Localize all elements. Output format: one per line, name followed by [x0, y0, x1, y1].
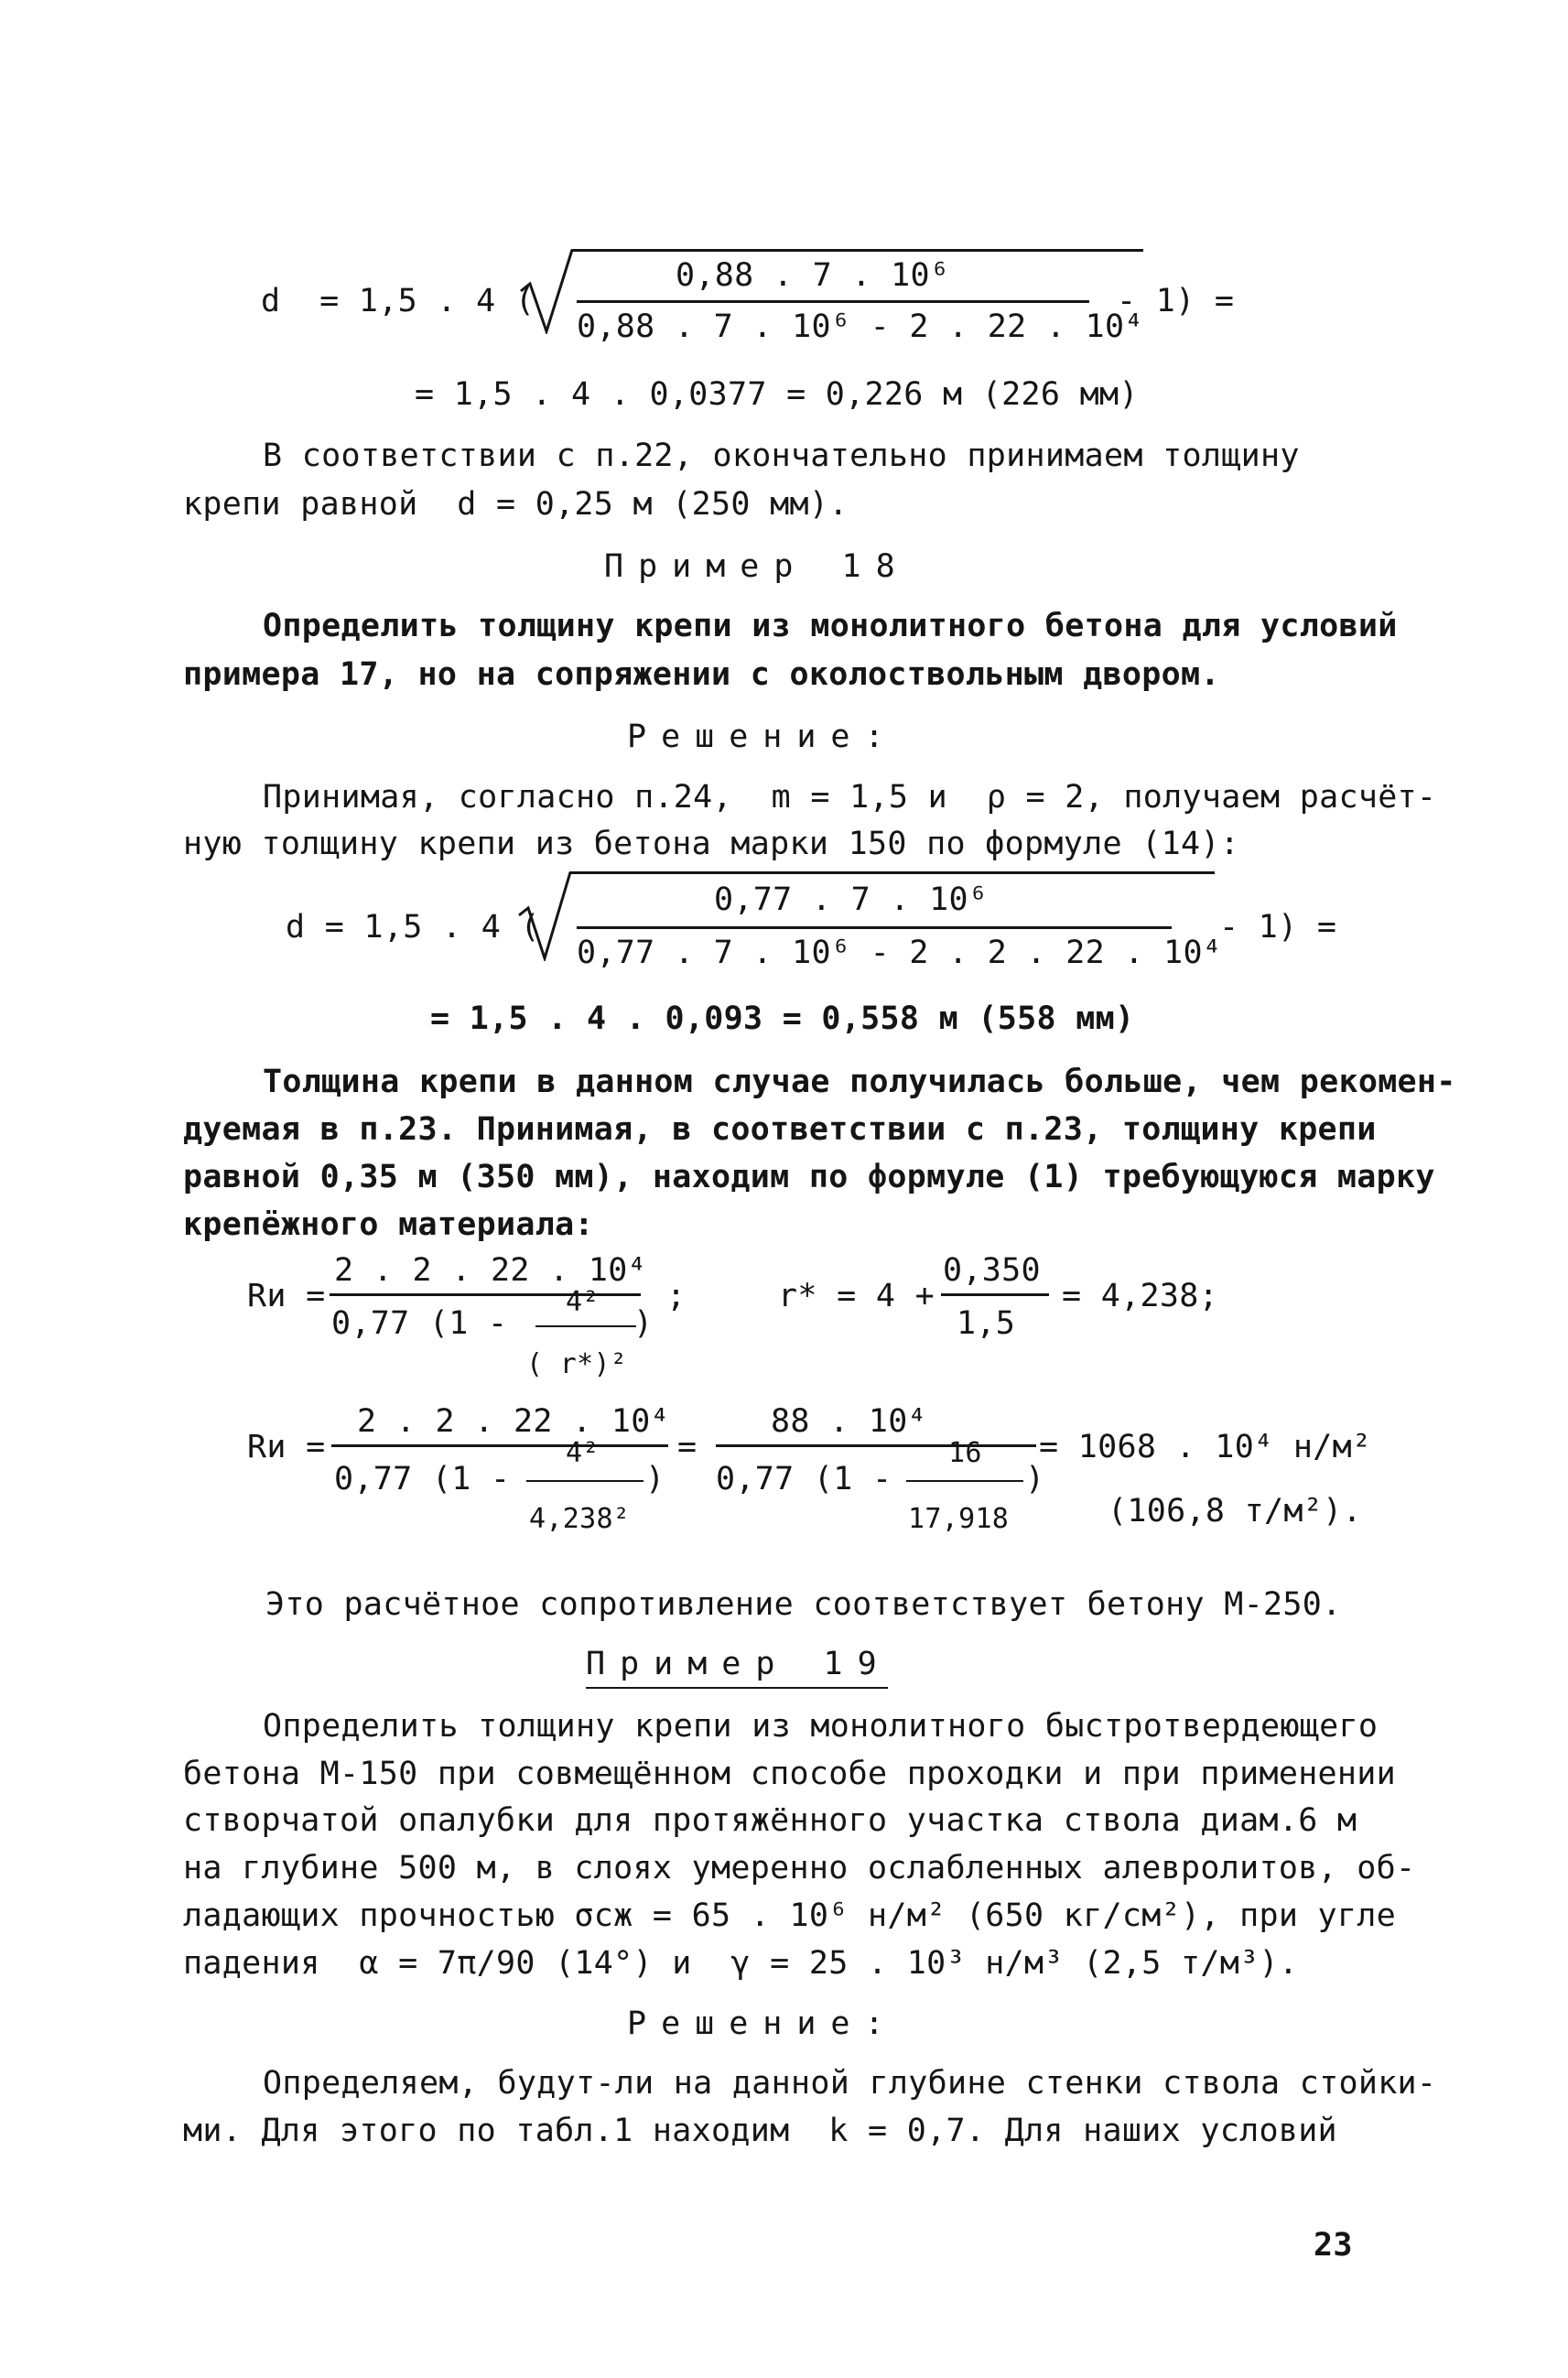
ri1-denominator: 0,77 (1 - — [331, 1305, 508, 1342]
formula-d2-denominator: 0,77 . 7 . 10⁶ - 2 . 2 . 22 . 10⁴ — [577, 935, 1223, 971]
ri2-inner-bar2 — [906, 1480, 1023, 1482]
example-19-text-2: бетона М-150 при совмещённом способе проходки и при применении — [183, 1756, 1397, 1792]
example-18-text-2: примера 17, но на сопряжении с околоствольным двором. — [183, 656, 1220, 693]
example-19-heading: Пример 19 — [586, 1646, 892, 1682]
ri2-inner-num2: 16 — [948, 1437, 982, 1469]
example-19-solution-heading: Решение: — [627, 2005, 899, 2042]
example-18-text-1: Определить толщину крепи из монолитного бетона для условий — [263, 608, 1398, 644]
formula-d1-result: = 1,5 . 4 . 0,0377 = 0,226 м (226 мм) — [415, 376, 1139, 413]
ri1-lhs: Rи = — [247, 1278, 326, 1314]
ri2-lhs: Rи = — [247, 1429, 326, 1465]
example-18-para-after-4: крепёжного материала: — [183, 1206, 594, 1243]
example-18-solution-2: ную толщину крепи из бетона марки 150 по формуле (14): — [183, 826, 1240, 862]
example-19-text-1: Определить толщину крепи из монолитного быстротвердеющего — [263, 1708, 1379, 1745]
formula-d1-denominator: 0,88 . 7 . 10⁶ - 2 . 22 . 10⁴ — [577, 308, 1144, 345]
formula-d2-numerator: 0,77 . 7 . 10⁶ — [714, 881, 989, 918]
formula-d1-tail: - 1) = — [1117, 283, 1235, 319]
sqrt-overbar — [571, 249, 1143, 252]
ri2-den2: 0,77 (1 - — [716, 1461, 892, 1497]
ri2-result-alt: (106,8 т/м²). — [1108, 1493, 1362, 1529]
formula-d1-lhs: d = 1,5 . 4 ( — [261, 283, 535, 319]
ri1-inner-denominator: ( r*)² — [526, 1348, 628, 1380]
para-accept-line-2: крепи равной d = 0,25 м (250 мм). — [183, 486, 849, 523]
ri2-num1: 2 . 2 . 22 . 10⁴ — [357, 1403, 670, 1440]
ri2-inner-den2: 17,918 — [908, 1503, 1010, 1535]
example-18-para-after-1: Толщина крепи в данном случае получилась больше, чем рекомен- — [263, 1064, 1456, 1100]
ri2-inner-bar1 — [526, 1480, 643, 1482]
example-19-heading-underline — [586, 1687, 888, 1689]
ri2-inner-num1: 4² — [566, 1437, 600, 1469]
formula-d2-tail: - 1) = — [1219, 909, 1337, 946]
ri1-inner-close: ) — [633, 1305, 654, 1342]
r-star-fraction-bar — [941, 1293, 1049, 1296]
example-18-heading: Пример 18 — [604, 548, 910, 585]
example-18-solution-heading: Решение: — [627, 719, 899, 755]
ri2-den1: 0,77 (1 - — [334, 1461, 511, 1497]
para-accept-line-1: В соответствии с п.22, окончательно принимаем толщину — [263, 438, 1300, 474]
example-18-para-after-3: равной 0,35 м (350 мм), находим по формуле (1) требующуюся марку — [183, 1159, 1435, 1195]
sqrt-radical-icon-2 — [517, 870, 572, 961]
ri2-close2: ) — [1025, 1461, 1045, 1497]
example-18-conclusion: Это расчётное сопротивление соответствует бетону М-250. — [265, 1586, 1342, 1623]
ri2-result: = 1068 . 10⁴ н/м² — [1039, 1429, 1372, 1465]
formula-d2-lhs: d = 1,5 . 4 ( — [286, 909, 540, 946]
example-19-text-4: на глубине 500 м, в слоях умеренно ослабленных алевролитов, об- — [183, 1850, 1416, 1886]
formula-d1-fraction-bar — [577, 300, 1089, 303]
sqrt-radical-icon — [519, 247, 574, 334]
example-19-text-5: ладающих прочностью σсж = 65 . 10⁶ н/м² (650 кг/см²), при угле — [183, 1897, 1397, 1934]
example-18-para-after-2: дуемая в п.23. Принимая, в соответствии с п.23, толщину крепи — [183, 1111, 1377, 1148]
formula-d1-numerator: 0,88 . 7 . 10⁶ — [676, 257, 950, 294]
example-19-solution-1: Определяем, будут-ли на данной глубине стенки ствола стойки- — [263, 2065, 1437, 2102]
ri2-num2: 88 . 10⁴ — [771, 1403, 927, 1440]
sqrt-overbar-2 — [569, 871, 1215, 874]
r-star-numerator: 0,350 — [943, 1252, 1041, 1289]
example-19-text-3: створчатой опалубки для протяжённого участка ствола диам.6 м — [183, 1802, 1357, 1839]
ri1-separator: ; — [666, 1278, 687, 1314]
page-number: 23 — [1314, 2227, 1353, 2264]
ri2-close1: ) — [645, 1461, 665, 1497]
ri2-bar1 — [331, 1444, 668, 1447]
example-18-solution-1: Принимая, согласно п.24, m = 1,5 и ρ = 2, получаем расчёт- — [263, 779, 1437, 816]
ri2-eq: = — [677, 1429, 697, 1465]
ri1-inner-bar — [535, 1325, 636, 1327]
r-star-lhs: r* = 4 + — [778, 1278, 935, 1314]
example-19-text-6: падения α = 7π/90 (14°) и γ = 25 . 10³ н/м³ (2,5 т/м³). — [183, 1945, 1299, 1982]
r-star-result: = 4,238; — [1062, 1278, 1218, 1314]
formula-d2-fraction-bar — [577, 926, 1172, 929]
ri2-inner-den1: 4,238² — [529, 1503, 631, 1535]
r-star-denominator: 1,5 — [957, 1305, 1016, 1342]
ri2-bar2 — [716, 1444, 1036, 1447]
ri1-inner-numerator: 4² — [566, 1286, 600, 1318]
ri1-numerator: 2 . 2 . 22 . 10⁴ — [334, 1252, 647, 1289]
example-19-solution-2: ми. Для этого по табл.1 находим k = 0,7. Для наших условий — [183, 2113, 1337, 2149]
formula-d2-result: = 1,5 . 4 . 0,093 = 0,558 м (558 мм) — [430, 1000, 1135, 1037]
